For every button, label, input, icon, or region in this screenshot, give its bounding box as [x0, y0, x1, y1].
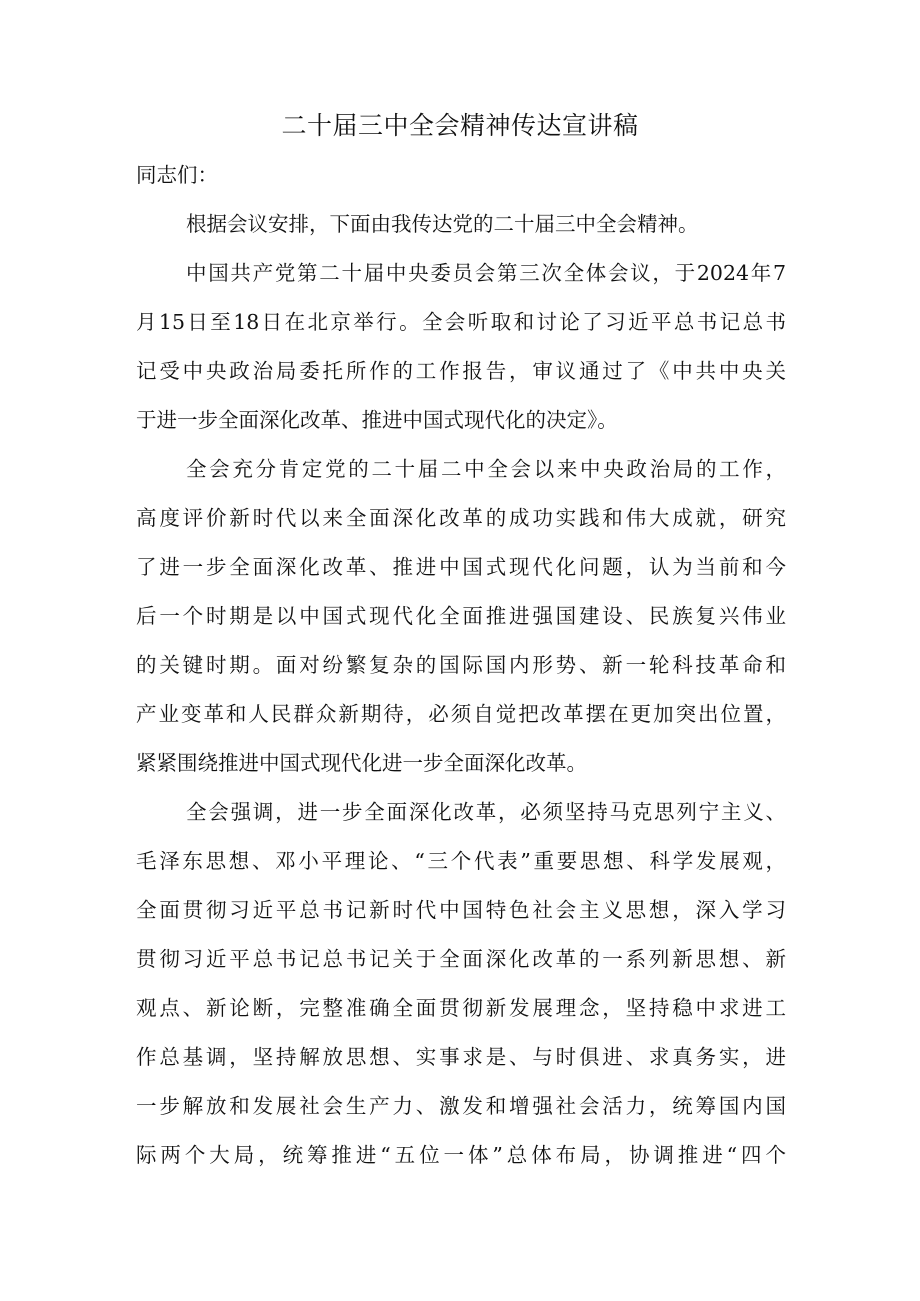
paragraph-line: 根据会议安排，下面由我传达党的二十届三中全会精神。 [186, 212, 699, 236]
document-body [136, 151, 786, 1180]
paragraph-line: 作总基调，坚持解放思想、实事求是、与时俱进、求真务实，进 [136, 1045, 786, 1069]
paragraph-line: 一步解放和发展社会生产力、激发和增强社会活力，统筹国内国 [136, 1094, 786, 1118]
paragraph-line: 全面贯彻习近平总书记新时代中国特色社会主义思想，深入学习 [136, 898, 786, 922]
paragraph-line: 中国共产党第二十届中央委员会第三次全体会议，于2024年7 [186, 261, 786, 285]
paragraph-line: 全会强调，进一步全面深化改革，必须坚持马克思列宁主义、 [186, 800, 786, 824]
paragraph-line: 月15日至18日在北京举行。全会听取和讨论了习近平总书记总书 [136, 310, 786, 334]
paragraph-line: 的关键时期。面对纷繁复杂的国际国内形势、新一轮科技革命和 [136, 653, 786, 677]
paragraph-line: 了进一步全面深化改革、推进中国式现代化问题，认为当前和今 [136, 555, 786, 579]
paragraph-line: 全会充分肯定党的二十届二中全会以来中央政治局的工作， [186, 457, 786, 481]
paragraph-line: 于进一步全面深化改革、推进中国式现代化的决定》。 [136, 408, 618, 432]
paragraph-line: 后一个时期是以中国式现代化全面推进强国建设、民族复兴伟业 [136, 604, 786, 628]
paragraph-line: 贯彻习近平总书记总书记关于全面深化改革的一系列新思想、新 [136, 947, 786, 971]
document-title: 二十届三中全会精神传达宣讲稿 [281, 111, 639, 140]
paragraph-line: 观点、新论断，完整准确全面贯彻新发展理念，坚持稳中求进工 [136, 996, 786, 1020]
salutation-line: 同志们： [136, 163, 218, 187]
paragraph-line: 际两个大局，统筹推进“五位一体”总体布局，协调推进“四个 [136, 1143, 786, 1167]
paragraph-line: 产业变革和人民群众新期待，必须自觉把改革摆在更加突出位置， [136, 702, 786, 726]
paragraph-line: 毛泽东思想、邓小平理论、“三个代表”重要思想、科学发展观， [136, 849, 786, 873]
paragraph-line: 记受中央政治局委托所作的工作报告，审议通过了《中共中央关 [136, 359, 786, 383]
paragraph-line: 高度评价新时代以来全面深化改革的成功实践和伟大成就，研究 [136, 506, 786, 530]
paragraph-line: 紧紧围绕推进中国式现代化进一步全面深化改革。 [136, 751, 587, 775]
